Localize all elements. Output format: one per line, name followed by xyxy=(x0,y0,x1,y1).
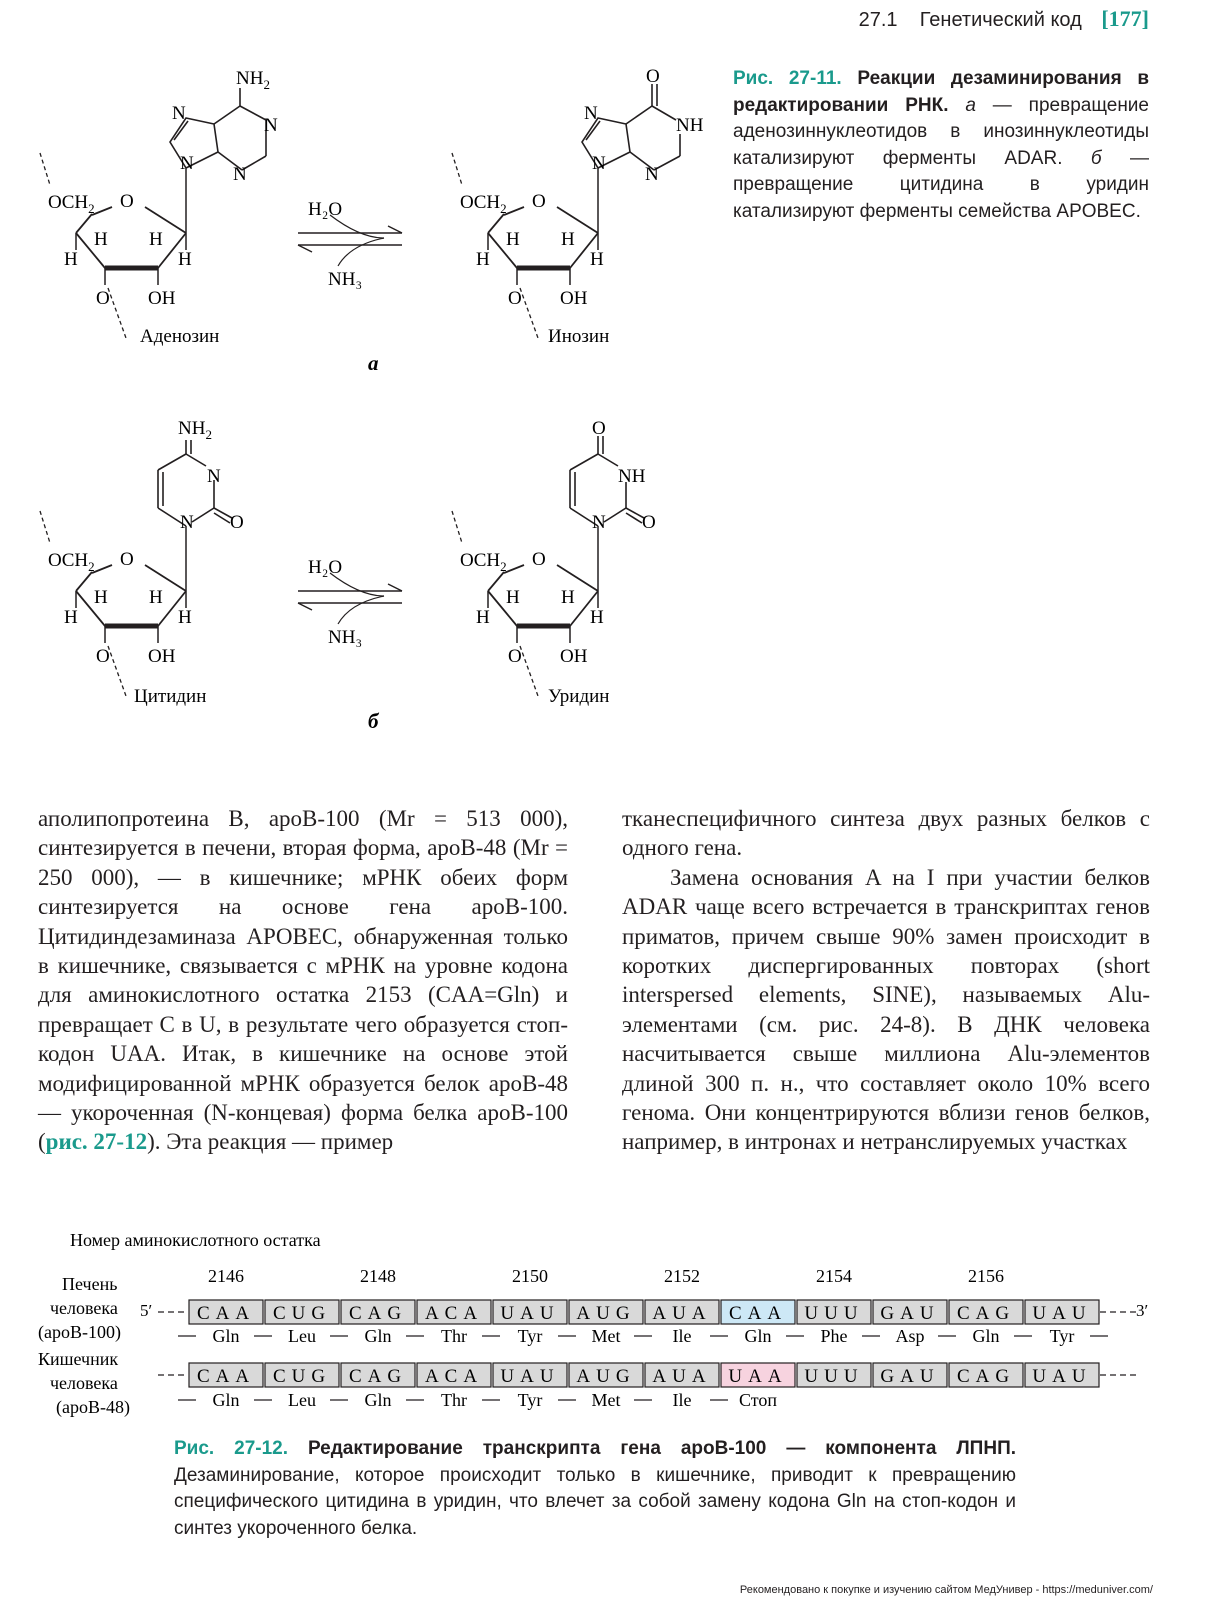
body-left-end: ). Эта реакция — пример xyxy=(147,1129,394,1155)
svg-text:O: O xyxy=(592,418,606,439)
amino-acid: Tyr xyxy=(517,1390,543,1410)
codon: CAG xyxy=(348,1303,408,1324)
svg-text:NH: NH xyxy=(618,466,646,487)
fig12-title: Редактирование транскрипта гена apoB-100 — компонента ЛПНП. xyxy=(307,1438,1016,1459)
codon: CAA xyxy=(196,1303,256,1324)
svg-text:N: N xyxy=(592,512,606,533)
body-right-column xyxy=(622,804,1150,1157)
residue-number: 2156 xyxy=(968,1266,1004,1286)
svg-text:N: N xyxy=(180,153,194,174)
fig12-diagram xyxy=(0,1220,1213,1432)
amino-acid: Phe xyxy=(820,1326,848,1346)
liver-label-1: Печень xyxy=(62,1274,118,1294)
intestine-label-2: человека xyxy=(50,1373,118,1393)
amino-acid: Ile xyxy=(672,1326,692,1346)
fig12-caption xyxy=(174,1436,1016,1542)
codon: UUU xyxy=(804,1366,864,1387)
five-prime: 5′ xyxy=(140,1301,153,1320)
stop-label: Стоп xyxy=(738,1390,778,1410)
amino-acid: Gln xyxy=(212,1326,240,1346)
codon: CAG xyxy=(956,1303,1016,1324)
section-title: Генетический код xyxy=(919,9,1082,31)
footer-note: Рекомендовано к покупке и изучению сайтом МедУнивер - https://meduniver.com/ xyxy=(739,1584,1153,1596)
svg-text:N: N xyxy=(592,153,606,174)
body-left-column xyxy=(38,804,568,1157)
fig12-text: Дезаминирование, которое происходит только в кишечнике, приводит к превращению специфического цитидина в уридин, что влечет за собой замену кодона Gln на стоп-кодон и синтез укороченного белка. xyxy=(174,1464,1016,1539)
svg-text:N: N xyxy=(207,466,221,487)
panel-b-letter: б xyxy=(368,709,379,733)
panel-a-reagent-in: H₂O xyxy=(308,199,343,220)
fig11-title: Реакции дезаминирования в редактировании РНК. xyxy=(733,68,1150,116)
svg-text:N: N xyxy=(645,164,659,185)
codon: GAU xyxy=(880,1366,940,1387)
amino-acid: Tyr xyxy=(1049,1326,1075,1346)
svg-text:NH2: $NH_2$ xyxy=(236,68,270,92)
fig11-letter-b: б xyxy=(1090,147,1102,169)
axis-title: Номер аминокислотного остатка xyxy=(70,1230,321,1250)
uridine-label: Уридин xyxy=(548,686,610,707)
intestine-label-3: (apoB-48) xyxy=(56,1397,130,1417)
fig-27-12-link[interactable]: рис. 27-12 xyxy=(45,1129,148,1155)
svg-text:N: N xyxy=(584,103,598,124)
liver-label-2: человека xyxy=(50,1298,118,1318)
amino-acid: Asp xyxy=(895,1326,925,1346)
residue-number: 2152 xyxy=(664,1266,700,1286)
amino-acid: Leu xyxy=(288,1326,316,1346)
svg-text:NH: NH xyxy=(676,115,704,136)
fig12-label: Рис. 27-12. xyxy=(174,1438,289,1459)
intestine-label xyxy=(38,1349,130,1418)
codon: ACA xyxy=(424,1366,484,1387)
cytidine-label: Цитидин xyxy=(134,686,207,707)
codon: AUA xyxy=(652,1366,712,1387)
fig11-text-b: — превращение цитидина в уридин катализируют ферменты семейства APOBEC. xyxy=(733,147,1150,222)
amino-acid: Met xyxy=(591,1390,621,1410)
amino-acid: Gln xyxy=(364,1390,392,1410)
codon: AUA xyxy=(652,1303,712,1324)
codon: GAU xyxy=(880,1303,940,1324)
codon: CUG xyxy=(272,1303,332,1324)
liver-label xyxy=(38,1274,121,1343)
codon: UAU xyxy=(500,1303,560,1324)
codon: UUU xyxy=(804,1303,864,1324)
codon: CAA xyxy=(196,1366,256,1387)
svg-text:N: N xyxy=(233,164,247,185)
fig11-caption xyxy=(733,66,1149,225)
svg-text:NH2: $NH_2$ xyxy=(178,418,212,442)
liver-label-3: (apoB-100) xyxy=(38,1322,121,1342)
codon: AUG xyxy=(576,1366,636,1387)
codon: CAA xyxy=(728,1303,788,1324)
amino-acid: Tyr xyxy=(517,1326,543,1346)
codon: UAA xyxy=(728,1366,788,1387)
panel-a-letter: а xyxy=(368,351,379,375)
amino-acid: Gln xyxy=(744,1326,772,1346)
codon: UAU xyxy=(500,1366,560,1387)
codon: AUG xyxy=(576,1303,636,1324)
amino-acid: Leu xyxy=(288,1390,316,1410)
panel-a-reagent-out: NH₃ xyxy=(328,269,363,290)
body-right-p2: Замена основания A на I при участии белков ADAR чаще всего встречается в транскриптах генов приматов, причем свыше 90% замен происходит в коротких диспергированных повторах (short interspersed elements, SINE), называемых Alu-элементами (см. рис. 24-8). В ДНК человека насчитывается свыше миллиона Alu-элементов длиной 300 п. н., что составляет около 10% всего генома. Они концентрируются вблизи генов белков, например, в интронах и нетранслируемых участках xyxy=(622,864,1150,1155)
three-prime: 3′ xyxy=(1136,1301,1149,1320)
amino-acid: Met xyxy=(591,1326,621,1346)
section-number: 27.1 xyxy=(858,9,898,31)
codon: UAU xyxy=(1032,1303,1092,1324)
residue-number: 2154 xyxy=(816,1266,852,1286)
amino-acid: Gln xyxy=(212,1390,240,1410)
page-number: [177] xyxy=(1101,6,1149,31)
inosine-label: Инозин xyxy=(548,326,610,347)
panel-b-reagent-out: NH₃ xyxy=(328,627,363,648)
amino-acid: Gln xyxy=(364,1326,392,1346)
panel-b-reagent-in: H₂O xyxy=(308,557,343,578)
fig11-label: Рис. 27-11. xyxy=(733,68,842,89)
codon: CUG xyxy=(272,1366,332,1387)
svg-text:O: O xyxy=(642,512,656,533)
codon: CAG xyxy=(348,1366,408,1387)
svg-text:O: O xyxy=(230,512,244,533)
amino-acid: Ile xyxy=(672,1390,692,1410)
residue-number: 2150 xyxy=(512,1266,548,1286)
amino-acid: Thr xyxy=(441,1326,467,1346)
codon: UAU xyxy=(1032,1366,1092,1387)
fig11-letter-a: а xyxy=(965,94,976,116)
amino-acid: Gln xyxy=(972,1326,1000,1346)
residue-number: 2148 xyxy=(360,1266,396,1286)
svg-text:N: N xyxy=(172,103,186,124)
svg-text:N: N xyxy=(264,115,278,136)
amino-acid: Thr xyxy=(441,1390,467,1410)
codon: CAG xyxy=(956,1366,1016,1387)
body-right-p1: тканеспецифичного синтеза двух разных белков с одного гена. xyxy=(622,806,1150,861)
body-left-text: аполипопротеина B, apoB-100 (Mr = 513 000), синтезируется в печени, вторая форма, apoB-48 (Mr = 250 000), — в кишечнике; мРНК обеих форм синтезируется на основе гена apoB-100. Цитидиндезаминаза APOBEC, обнаруженная только в кишечнике, связывается с мРНК на уровне кодона для аминокислотного остатка 2153 (CAA=Gln) и превращает C в U, в результате чего образуется стоп-кодон UAA. Итак, в кишечнике на основе этой модифицированной мРНК образуется белок apoB-48 — укороченная (N-концевая) форма белка apoB-100 ( xyxy=(38,806,568,1155)
svg-text:O: O xyxy=(646,66,660,87)
adenosine-label: Аденозин xyxy=(140,326,220,347)
running-header xyxy=(859,6,1149,32)
intestine-label-1: Кишечник xyxy=(38,1349,119,1369)
codon: ACA xyxy=(424,1303,484,1324)
fig11-text-a: — превращение аденозиннуклеотидов в инозиннуклеотиды катализируют ферменты ADAR. xyxy=(733,94,1149,169)
fig11-structures xyxy=(0,0,720,740)
residue-number: 2146 xyxy=(208,1266,244,1286)
svg-text:N: N xyxy=(180,512,194,533)
